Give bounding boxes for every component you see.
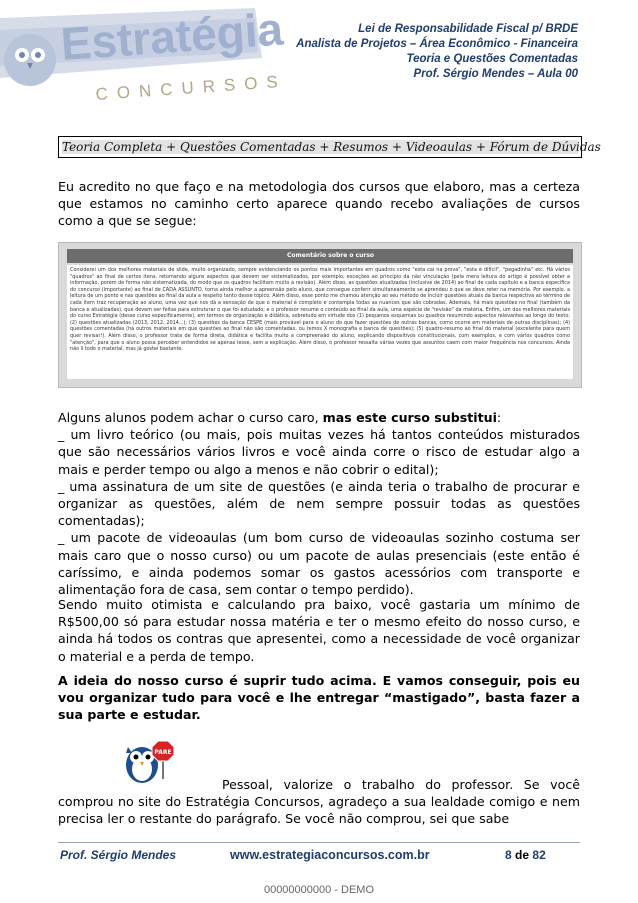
list-item: _ um pacote de videoaulas (um bom curso de videoaulas sozinho costuma ser mais caro que o nosso curso) ou um pacote de aulas presenciais (este então é caríssimo, e ainda podemos somar os gastos acessórios com transporte e alimentação fora de casa, sem contar o tempo perdido). bbox=[58, 530, 580, 598]
header-subtitle: Teoria e Questões Comentadas bbox=[406, 53, 578, 65]
value-paragraph: Pessoal, valorize o trabalho do professor. Se você comprou no site do Estratégia Concursos, agradeço a sua lealdade comigo e nem precisa ler o restante do parágrafo. Se você não comprou, sei que sabe bbox=[58, 777, 580, 827]
substitution-lead: Alguns alunos podem achar o curso caro, mas este curso substitui: bbox=[58, 410, 502, 425]
logo-brand-text: Estratégia bbox=[59, 2, 285, 70]
header-position: Analista de Projetos – Área Econômico - Financeira bbox=[296, 38, 578, 50]
intro-paragraph: Eu acredito no que faço e na metodologia dos cursos que elaboro, mas a certeza que estamos no caminho certo aparece quando recebo avaliações de cursos como a que se segue: bbox=[58, 179, 580, 229]
footer-divider bbox=[58, 842, 580, 843]
review-title: Comentário sobre o curso bbox=[67, 249, 573, 263]
footer-author: Prof. Sérgio Mendes bbox=[60, 848, 177, 862]
course-features-banner bbox=[58, 136, 601, 158]
list-item: _ uma assinatura de um site de questões (e ainda teria o trabalho de procurar e organizar as questões, além de nem sempre possuir todas as questões comentadas); bbox=[58, 478, 580, 529]
header-professor: Prof. Sérgio Mendes – Aula 00 bbox=[413, 68, 578, 80]
footer-page-number: 8 de 82 bbox=[505, 848, 546, 862]
stop-sign-text: PARE bbox=[154, 749, 172, 756]
estrategia-logo bbox=[0, 0, 300, 120]
student-review-image bbox=[58, 242, 582, 388]
list-item: _ um livro teórico (ou mais, pois muitas vezes há tantos conteúdos misturados que são necessários vários livros e você ainda corre o risco de estudar algo a mais e perder tempo ou algo a menos e não cobrir o edital); bbox=[58, 427, 580, 477]
footer-website-link[interactable]: www.estrategiaconcursos.com.br bbox=[230, 848, 430, 862]
substitution-paragraph bbox=[58, 409, 580, 598]
header-info bbox=[296, 22, 578, 82]
header-course-title: Lei de Responsabilidade Fiscal p/ BRDE bbox=[358, 23, 578, 35]
demo-watermark: 00000000000 - DEMO bbox=[263, 884, 375, 896]
review-body: Considerei um dos melhores materiais de slide, muito organizado, sempre evidenciando os pontos mais importantes em quadros como "esta cai na prova", "esta é difícil", "pegadinha" etc. Há vários "quadros" ao final de certos itens, retomando alguns aspectos que devem ser sistematizados, por exemplo, exceções ao princípio da não vinculação (pela mera leitura do artigo é possível obter a informação, porém de forma não sistematizada, do modo que os quadros facilitam muito a revisão). Além disso, as questões atualizadas (inclusive de 2014) ao final de cada capítulo e a banca específica do concurso (importante) ao final de CADA ASSUNTO, torna ainda melhor a apreensão pelo aluno, que consegue conferir simultaneamente se aprendeu o que se deve reter na memória. Por exemplo, a leitura de um ponto e nas questões ao final da aula a respeito tanto desse tópico. Além disso, esse ponto me chamou atenção ao seu método de incluir questões atuais da banca respectiva ao término de cada item traz recuperação ao aluno, uma vez que nos dá a sensação de que o material é completo e contempla todas as nuances que são cobradas. Ademais, há mais questões no final (também da banca e atualizadas), que devem ser feitas para estruturar o que foi estudado; e o professor resume o conteúdo ao final da aula, uma espécie de "revisão" da matéria. Enfim, um dos melhores materiais do curso Estratégia (desse curso especificamente), em termos de organização e didática, sobretudo em virtude dos (1) pequenos esquemas ou quadros resumindo aspectos relevantes ao longo do texto; (2) questões atualizadas (2013, 2012, 2014...); (3) questões da banca CESPE (mais provável para o aluno do que fazer questões de outras bancas, como ocorre em materiais de outras disciplinas); (4) questões comentadas (há outros materiais em que questões ao final não são comentadas, ou temos X monografia e banca de questões); (5) quadro-resumo ao final do material (excelente para quem quer revisar!). Além disso, o professor trata de forma direta, didática e facilita muito a compreensão do aluno, explicando dispositivos constitucionais, com exemplos, e com vários quadros como "atenção", para que o aluno possa perceber entendidos se apenas lesse, sem a explicação. Além disso, o professor ressalta várias vezes que assuntos caem com maior frequência nos concursos. Ainda não li todo o material, mas já gostei bastante. bbox=[67, 265, 573, 379]
logo-sub-text: CONCURSOS bbox=[94, 71, 288, 104]
course-idea-paragraph: A ideia do nosso curso é suprir tudo acima. E vamos conseguir, pois eu vou organizar tudo para você e lhe entregar “mastigado”, basta fazer a sua parte e estudar. bbox=[58, 673, 580, 723]
cost-paragraph: Sendo muito otimista e calculando pra baixo, você gastaria um mínimo de R$500,00 só para estudar nossa matéria e ter o mesmo efeito do nosso curso, e ainda há todos os contras que apresentei, como a necessidade de você organizar o material e a perda de tempo. bbox=[58, 597, 580, 664]
banner-text: Teoria Completa + Questões Comentadas + Resumos + Videoaulas + Fórum de Dúvidas bbox=[62, 140, 601, 154]
substitution-bold: mas este curso substitui bbox=[322, 410, 497, 425]
